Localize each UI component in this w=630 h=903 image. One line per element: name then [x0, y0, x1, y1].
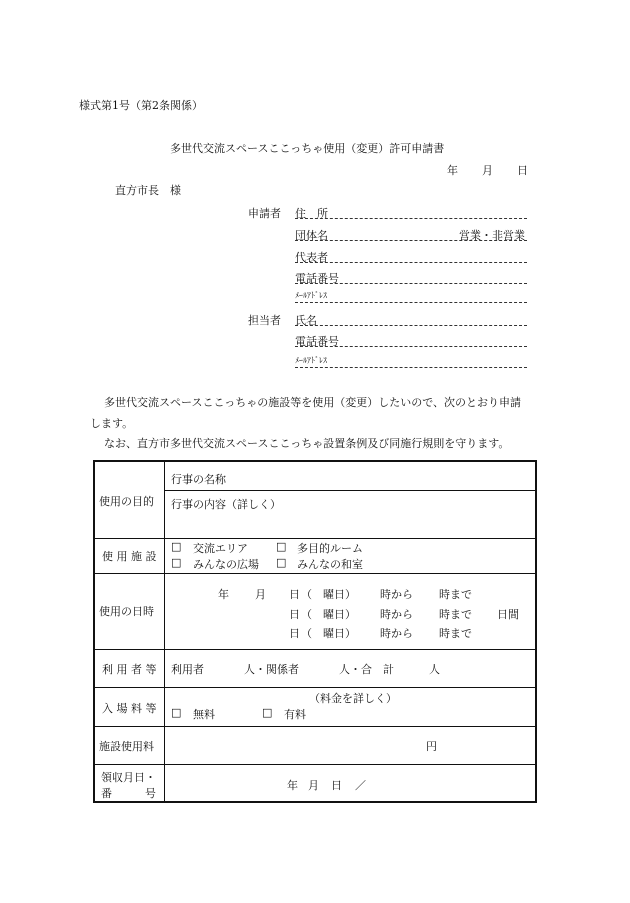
checkbox-paid[interactable]: □ — [262, 706, 273, 719]
contact-name-field[interactable] — [295, 325, 527, 326]
contact-phone-field[interactable] — [295, 346, 527, 347]
date-day: 日 — [517, 164, 528, 177]
event-name-label[interactable]: 行事の名称 — [171, 473, 226, 486]
receipt-year: 年 — [287, 779, 298, 792]
admission-paid: 有料 — [284, 708, 306, 721]
rep-label: 代表者 — [295, 251, 328, 264]
checkbox-plaza[interactable]: □ — [171, 556, 182, 569]
rep-field[interactable] — [295, 262, 527, 263]
body-line-2: します。 — [90, 417, 134, 430]
row-fee — [95, 726, 535, 765]
fee-label: 施設使用料 — [99, 740, 154, 753]
dt-to-1: 時まで — [439, 588, 472, 601]
checkbox-exchange-area[interactable]: □ — [171, 540, 182, 553]
form-number: 様式第1号（第2条関係） — [79, 99, 203, 112]
dt-day-1: 日 — [289, 588, 300, 601]
org-label: 団体名 — [295, 229, 328, 242]
event-detail-label[interactable]: 行事の内容（詳しく） — [171, 498, 281, 511]
dt-dow-3: （ 曜日） — [301, 627, 356, 640]
dt-to-2: 時まで — [439, 608, 472, 621]
row-facility — [95, 538, 535, 574]
phone-field[interactable] — [295, 283, 527, 284]
contact-heading: 担当者 — [248, 314, 281, 327]
row-users — [95, 649, 535, 688]
receipt-label-1: 領収月日・ — [101, 771, 156, 784]
org-field[interactable] — [295, 240, 527, 241]
phone-label: 電話番号 — [295, 272, 339, 285]
receipt-label-2: 番 号 — [101, 787, 156, 800]
body-line-3: なお、直方市多世代交流スペースここっちゃ設置条例及び同施行規則を守ります。 — [104, 437, 510, 450]
contact-name-label: 氏名 — [295, 314, 317, 327]
datetime-label: 使用の日時 — [99, 605, 154, 618]
receipt-month: 月 — [308, 779, 319, 792]
contact-email-label: ﾒｰﾙｱﾄﾞﾚｽ — [295, 356, 327, 365]
dt-year: 年 — [218, 588, 229, 601]
dt-days: 日間 — [497, 608, 519, 621]
dt-day-2: 日 — [289, 608, 300, 621]
facility-multipurpose-room: 多目的ルーム — [297, 542, 363, 555]
checkbox-free[interactable]: □ — [171, 706, 182, 719]
dt-day-3: 日 — [289, 627, 300, 640]
users-user: 利用者 — [171, 663, 204, 676]
purpose-label: 使用の目的 — [99, 495, 154, 508]
facility-exchange-area: 交流エリア — [193, 542, 248, 555]
users-persons: 人 — [429, 663, 440, 676]
dt-dow-1: （ 曜日） — [301, 588, 356, 601]
users-label: 利 用 者 等 — [102, 663, 157, 676]
facility-plaza: みんなの広場 — [193, 558, 259, 571]
address-label: 住 所 — [295, 207, 328, 220]
dt-month: 月 — [255, 588, 266, 601]
fee-yen: 円 — [426, 740, 437, 753]
dt-to-3: 時まで — [439, 627, 472, 640]
checkbox-japanese-room[interactable]: □ — [276, 556, 287, 569]
contact-email-field[interactable] — [295, 367, 527, 368]
address-field[interactable] — [295, 218, 527, 219]
dt-from-3: 時から — [380, 627, 413, 640]
facility-japanese-room: みんなの和室 — [297, 558, 363, 571]
date-year: 年 — [447, 164, 458, 177]
receipt-slash: ／ — [355, 779, 366, 792]
email-label: ﾒｰﾙｱﾄﾞﾚｽ — [295, 291, 327, 300]
applicant-heading: 申請者 — [248, 207, 281, 220]
business-type: 営業・非営業 — [459, 229, 525, 242]
receipt-day: 日 — [331, 779, 342, 792]
row-purpose — [95, 462, 535, 539]
addressee: 直方市長 様 — [115, 184, 181, 197]
users-total: 人・合 計 — [339, 663, 394, 676]
email-field[interactable] — [295, 302, 527, 303]
date-month: 月 — [482, 164, 493, 177]
row-datetime — [95, 573, 535, 650]
body-line-1: 多世代交流スペースここっちゃの施設等を使用（変更）したいので、次のとおり申請 — [104, 396, 522, 409]
row-receipt — [95, 764, 535, 803]
admission-label: 入 場 料 等 — [102, 702, 157, 715]
application-table — [93, 460, 537, 803]
checkbox-multipurpose-room[interactable]: □ — [276, 540, 287, 553]
admission-free: 無料 — [193, 708, 215, 721]
row-admission — [95, 687, 535, 727]
dt-dow-2: （ 曜日） — [301, 608, 356, 621]
contact-phone-label: 電話番号 — [295, 335, 339, 348]
form-title: 多世代交流スペースここっちゃ使用（変更）許可申請書 — [170, 142, 445, 155]
admission-note: （料金を詳しく） — [309, 692, 397, 705]
dt-from-1: 時から — [380, 588, 413, 601]
dt-from-2: 時から — [380, 608, 413, 621]
users-related: 人・関係者 — [244, 663, 299, 676]
facility-label: 使 用 施 設 — [102, 550, 157, 563]
